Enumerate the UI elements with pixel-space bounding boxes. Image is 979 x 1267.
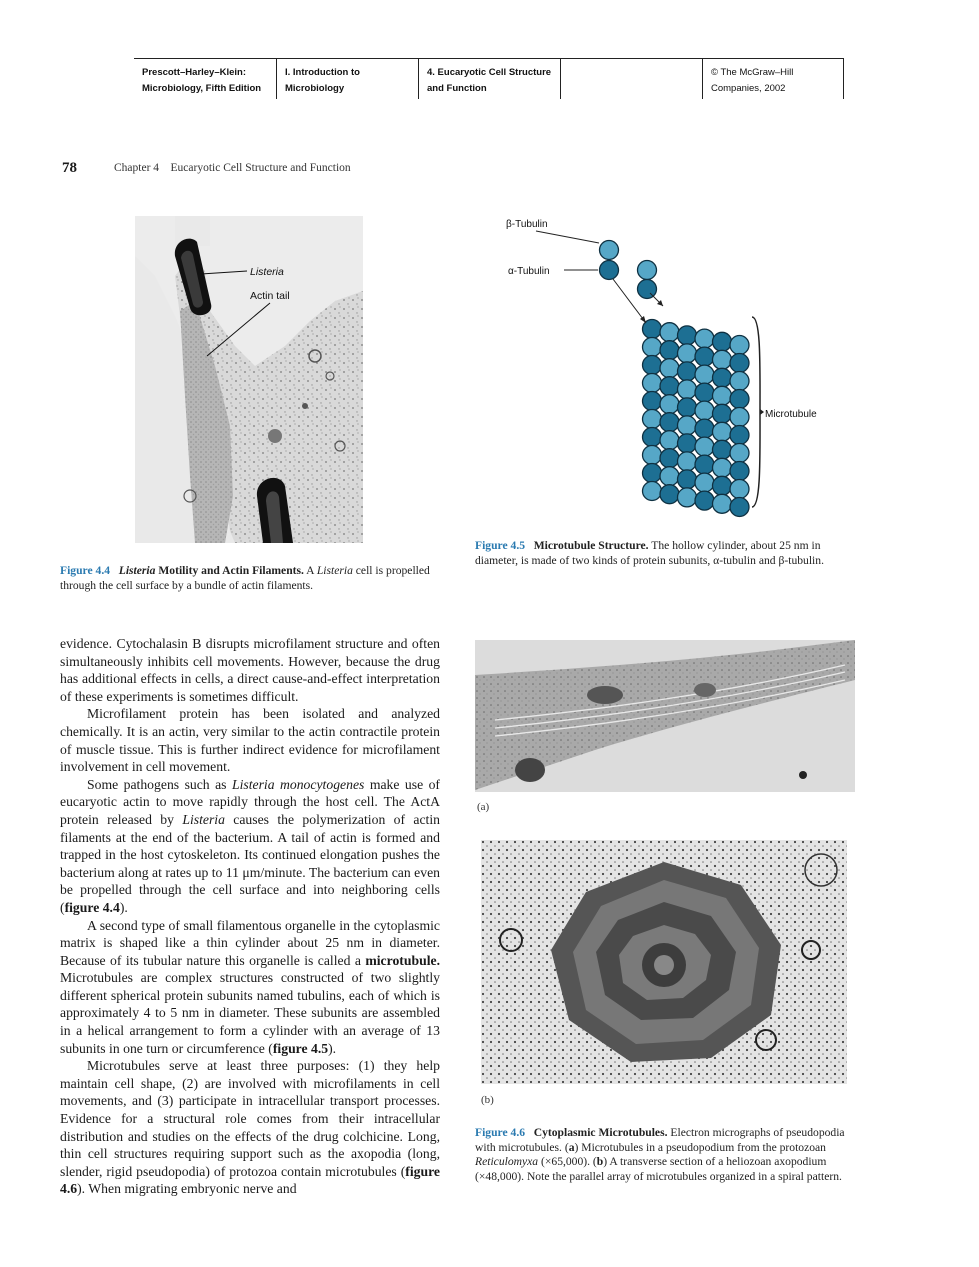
beta-tubulin-subunit [695, 473, 714, 492]
beta-tubulin-label: β-Tubulin [506, 219, 548, 230]
alpha-tubulin-subunit [678, 326, 697, 345]
body-paragraph-4 [60, 917, 440, 1058]
beta-tubulin-subunit [713, 422, 732, 441]
p3-listeria: Listeria [182, 811, 225, 827]
alpha-tubulin-subunit [713, 476, 732, 495]
figure-4-6-title: Cytoplasmic Microtubules. [533, 1126, 668, 1139]
body-text [60, 635, 440, 1198]
alpha-tubulin-subunit [678, 362, 697, 381]
body-paragraph-1: evidence. Cytochalasin B disrupts microfilament structure and often simultaneously inhibits cell movements. However, because the drug has additional effects in cells, a direct cause-and-effect interpretation of these experiments is sometimes difficult. [60, 636, 440, 704]
figure-4-6a-micrograph [475, 640, 855, 792]
microtubule-label: Microtubule [765, 409, 817, 420]
figure-4-6-text-3: (×65,000). ( [538, 1155, 597, 1168]
figure-4-5-label: Figure 4.5 [475, 539, 526, 552]
page-number: 78 [62, 160, 77, 176]
p5-text-b: ). When migrating embryonic nerve and [77, 1181, 297, 1197]
tubulin-subunit [600, 241, 619, 260]
tubulin-subunit [638, 261, 657, 280]
body-paragraph-2: Microfilament protein has been isolated and analyzed chemically. It is an actin, very similar to the actin contractile protein of muscle tissue. This is further indirect evidence for microfilament involvement in cell movement. [60, 706, 440, 775]
p4-text-a: A second type of small filamentous organelle in the cytoplasmic matrix is shaped like a thin cylinder about 25 nm in diameter. Because of its tubular nature this organelle is called a [60, 917, 440, 968]
figure-4-6-label: Figure 4.6 [475, 1126, 526, 1139]
alpha-tubulin-subunit [660, 377, 679, 396]
beta-tubulin-subunit [643, 482, 662, 501]
header-book-title-line2: Microbiology, Fifth Edition [142, 83, 262, 94]
figure-4-4-micrograph [135, 216, 363, 543]
alpha-tubulin-subunit [713, 368, 732, 387]
body-paragraph-5 [60, 1057, 440, 1198]
p4-text-b: Microtubules are complex structures constructed of two slightly different spherical protein subunits named tubulins, each of which is approximately 4 to 5 nm in diameter. These subunits are assembled in a helical arrangement to form a cylinder with an average of 13 subunits in one turn or circumference ( [60, 970, 440, 1056]
beta-tubulin-subunit [643, 374, 662, 393]
beta-tubulin-subunit [730, 336, 749, 355]
beta-tubulin-subunit [730, 444, 749, 463]
body-paragraph-3 [60, 776, 440, 917]
alpha-tubulin-subunit [643, 392, 662, 411]
figure-4-4-text-a: A [303, 564, 317, 577]
p3-text-d: ). [119, 899, 128, 915]
header-blank [560, 59, 702, 99]
beta-tubulin-subunit [730, 408, 749, 427]
beta-tubulin-subunit [713, 386, 732, 405]
figure-4-5-caption [475, 539, 855, 568]
beta-tubulin-subunit [730, 372, 749, 391]
alpha-tubulin-subunit [660, 485, 679, 504]
beta-tubulin-subunit [730, 480, 749, 499]
figure-4-6-part-b: b [596, 1155, 604, 1168]
alpha-tubulin-subunit [695, 419, 714, 438]
figure-4-6-text-2: ) Microtubules in a pseudopodium from the protozoan [574, 1140, 826, 1154]
p3-text-c: causes the polymerization of actin filaments at the end of the bacterium. A tail of actin is formed and trapped in the host cytoskeleton. Its continued elongation pushes the bacterium along at rates up to 11 μm/minute. The bacterium can even be propelled through the cell surface and into neighboring cells ( [60, 811, 440, 915]
figure-4-6-text-4: ) A transverse section of a heliozoan axopodium (×48,000). Note the parallel array of microtubules organized in a spiral pattern. [475, 1155, 842, 1183]
header-part [276, 59, 418, 99]
beta-tubulin-subunit [713, 458, 732, 477]
beta-tubulin-subunit [660, 395, 679, 414]
header-book-title-line1: Prescott–Harley–Klein: [142, 67, 247, 78]
alpha-tubulin-subunit [695, 383, 714, 402]
alpha-tubulin-subunit [678, 434, 697, 453]
pseudopodium-micrograph-image [475, 640, 855, 792]
beta-tubulin-subunit [660, 431, 679, 450]
p5-figure-ref: figure 4.6 [60, 1163, 440, 1197]
beta-tubulin-subunit [678, 344, 697, 363]
header-copyright-line1: © The McGraw–Hill [711, 67, 794, 78]
running-head-chapter: Chapter 4 Eucaryotic Cell Structure and Function [114, 162, 351, 174]
p4-term-microtubule: microtubule. [365, 952, 440, 968]
header-book-title [134, 59, 274, 99]
p3-figure-ref: figure 4.4 [64, 899, 120, 915]
beta-tubulin-subunit [713, 494, 732, 513]
figure-4-6b-micrograph [481, 840, 847, 1084]
axopodium-micrograph-image [481, 840, 847, 1084]
alpha-tubulin-subunit [730, 498, 749, 517]
header-part-line1: I. Introduction to [285, 67, 360, 78]
alpha-tubulin-subunit [643, 464, 662, 483]
figure-4-6-part-a: a [568, 1140, 575, 1154]
alpha-tubulin-subunit [678, 398, 697, 417]
listeria-label: Listeria [250, 266, 284, 278]
p3-text-b: make use of eucaryotic actin to move rapidly through the host cell. The ActA protein released by [60, 776, 440, 827]
figure-4-6b-label: (b) [481, 1094, 494, 1106]
book-header [134, 58, 844, 99]
beta-tubulin-subunit [713, 350, 732, 369]
figure-4-6-text-1: Electron micrographs of pseudopodia with microtubules. ( [475, 1126, 845, 1154]
alpha-tubulin-subunit [660, 341, 679, 360]
alpha-tubulin-subunit [730, 426, 749, 445]
figure-4-6-reticulomyxa: Reticulomyxa [475, 1155, 539, 1168]
p3-text-a: Some pathogens such as [87, 776, 232, 792]
figure-4-4-title: Motility and Actin Filaments. [155, 564, 304, 577]
header-chapter-line2: and Function [427, 83, 487, 94]
figure-4-4-label: Figure 4.4 [60, 564, 111, 577]
beta-tubulin-subunit [643, 446, 662, 465]
figure-4-4-caption [60, 564, 440, 593]
alpha-tubulin-subunit [643, 356, 662, 375]
beta-tubulin-subunit [695, 401, 714, 420]
beta-tubulin-subunit [643, 338, 662, 357]
listeria-micrograph-image [135, 216, 363, 543]
alpha-tubulin-subunit [660, 413, 679, 432]
beta-tubulin-subunit [678, 380, 697, 399]
alpha-tubulin-subunit [695, 455, 714, 474]
p5-text-a: Microtubules serve at least three purposes: (1) they help maintain cell shape, (2) are involved with microfilaments in cell movements, and (3) participate in intracellular transport processes. Evidence for a structural role comes from their intracellular distribution and studies on the effects of the drug colchicine. Long, thin cell structures requiring support such as the axopodia (long, slender, rigid pseudopodia) of protozoa contain microtubules ( [60, 1058, 440, 1179]
beta-tubulin-subunit [695, 437, 714, 456]
alpha-tubulin-subunit [713, 332, 732, 351]
tubulin-subunit [600, 261, 619, 280]
beta-tubulin-subunit [643, 410, 662, 429]
figure-4-5-diagram [480, 205, 840, 520]
beta-tubulin-subunit [678, 488, 697, 507]
figure-4-4-text-italic: Listeria [316, 564, 353, 577]
figure-4-4-title-italic: Listeria [118, 564, 156, 577]
figure-4-5-title: Microtubule Structure. [533, 539, 649, 552]
actin-tail-label: Actin tail [250, 290, 290, 302]
beta-tubulin-subunit [695, 329, 714, 348]
p4-figure-ref: figure 4.5 [272, 1040, 329, 1056]
tubulin-subunit [638, 280, 657, 299]
header-copyright-line2: Companies, 2002 [711, 83, 786, 94]
figure-4-4-text-b: cell is propelled through the cell surface by a bundle of actin filaments. [60, 564, 430, 592]
beta-tubulin-subunit [695, 365, 714, 384]
p3-listeria-monocytogenes: Listeria monocytogenes [231, 776, 365, 792]
figure-4-6-caption [475, 1126, 855, 1184]
alpha-tubulin-subunit [730, 462, 749, 481]
figure-4-6a-label: (a) [477, 801, 490, 813]
alpha-tubulin-subunit [695, 491, 714, 510]
header-chapter-line1: 4. Eucaryotic Cell Structure [427, 67, 552, 78]
alpha-tubulin-subunit [730, 390, 749, 409]
beta-tubulin-subunit [660, 359, 679, 378]
alpha-tubulin-subunit [713, 440, 732, 459]
beta-tubulin-subunit [678, 452, 697, 471]
alpha-tubulin-subunit [678, 470, 697, 489]
alpha-tubulin-subunit [713, 404, 732, 423]
beta-tubulin-subunit [660, 323, 679, 342]
header-copyright [702, 59, 844, 99]
figure-4-5-text: The hollow cylinder, about 25 nm in diameter, is made of two kinds of protein subunits, α-tubulin and β-tubulin. [475, 539, 824, 567]
beta-tubulin-subunit [678, 416, 697, 435]
beta-tubulin-subunit [660, 467, 679, 486]
header-chapter [418, 59, 560, 99]
header-part-line2: Microbiology [285, 83, 345, 94]
alpha-tubulin-subunit [660, 449, 679, 468]
alpha-tubulin-label: α-Tubulin [508, 266, 550, 277]
alpha-tubulin-subunit [643, 428, 662, 447]
microtubule-diagram [480, 205, 840, 520]
alpha-tubulin-subunit [695, 347, 714, 366]
p4-text-c: ). [328, 1040, 337, 1056]
alpha-tubulin-subunit [730, 354, 749, 373]
